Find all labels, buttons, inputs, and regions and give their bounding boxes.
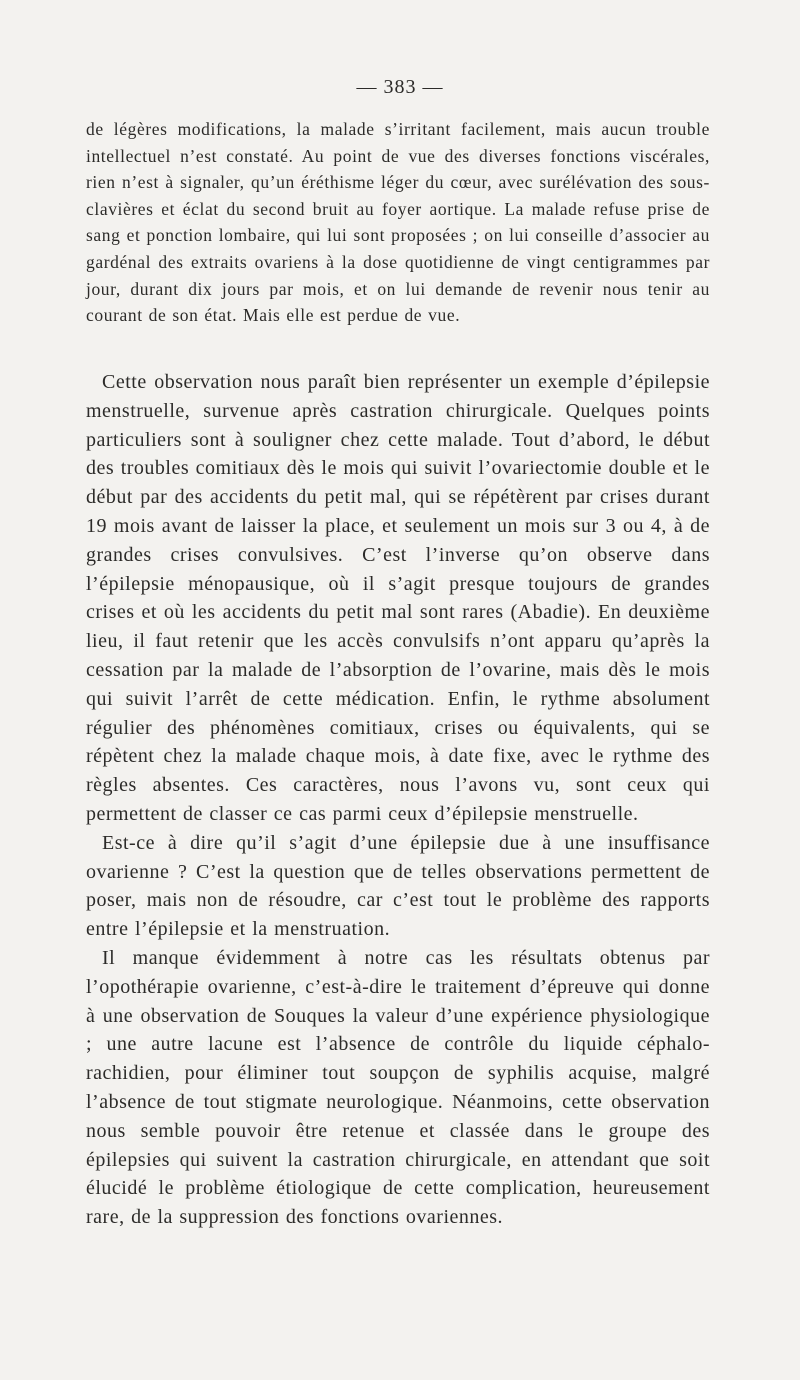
page-number: — 383 — (356, 76, 444, 98)
paragraph-observation: Cette observation nous paraît bien représenter un exemple d’épilepsie menstruelle, survenue après castration chirurgicale. Quelques points particuliers sont à souligner chez cette malade. Tout d’abord, le début des troubles comitiaux dès le mois qui suivit l’ovariectomie double et le début par des accidents du petit mal, qui se répétèrent par crises durant 19 mois avant de laisser la place, et seulement un mois sur 3 ou 4, à de grandes crises convulsives. C’est l’inverse qu’on observe dans l’épilepsie ménopausique, où il s’agit presque toujours de grandes crises et où les accidents du petit mal sont rares (Abadie). En deuxième lieu, il faut retenir que les accès convulsifs n’ont apparu qu’après la cessation par la malade de l’absorption de l’ovarine, mais dès le mois qui suivit l’arrêt de cette médication. Enfin, le rythme absolument régulier des phénomènes comitiaux, crises ou équivalents, qui se répètent chez la malade chaque mois, à date fixe, avec le rythme des règles absentes. Ces caractères, nous l’avons vu, sont ceux qui permettent de classer ce cas parmi ceux d’épilepsie menstruelle. (86, 371, 710, 825)
body-text (86, 368, 710, 1232)
paragraph-question: Est-ce à dire qu’il s’agit d’une épilepsie due à une insuffisance ovarienne ? C’est la question que de telles observations permettent de poser, mais non de résoudre, car c’est tout le problème des rapports entre l’épilepsie et la menstruation. (86, 831, 710, 941)
intro-paragraph: de légères modifications, la malade s’irritant facilement, mais aucun trouble intellectuel n’est constaté. Au point de vue des diverses fonctions viscérales, rien n’est à signaler, qu’un éréthisme léger du cœur, avec surélévation des sous-clavières et éclat du second bruit au foyer aortique. La malade refuse prise de sang et ponction lombaire, qui lui sont proposées ; on lui conseille d’associer au gardénal des extraits ovariens à la dose quotidienne de vingt centigrammes par jour, durant dix jours par mois, et on lui demande de revenir nous tenir au courant de son état. Mais elle est perdue de vue. (86, 119, 710, 326)
paragraph-lacunes: Il manque évidemment à notre cas les résultats obtenus par l’opothérapie ovarienne, c’est-à-dire le traitement d’épreuve qui donne à une observation de Souques la valeur d’une expérience physiologique ; une autre lacune est l’absence de contrôle du liquide céphalo-rachidien, pour éliminer tout soupçon de syphilis acquise, malgré l’absence de tout stigmate neurologique. Néanmoins, cette observation nous semble pouvoir être retenue et classée dans le groupe des épilepsies qui suivent la castration chirurgicale, en attendant que soit élucidé le problème étiologique de cette complication, heureusement rare, de la suppression des fonctions ovariennes. (86, 946, 710, 1229)
